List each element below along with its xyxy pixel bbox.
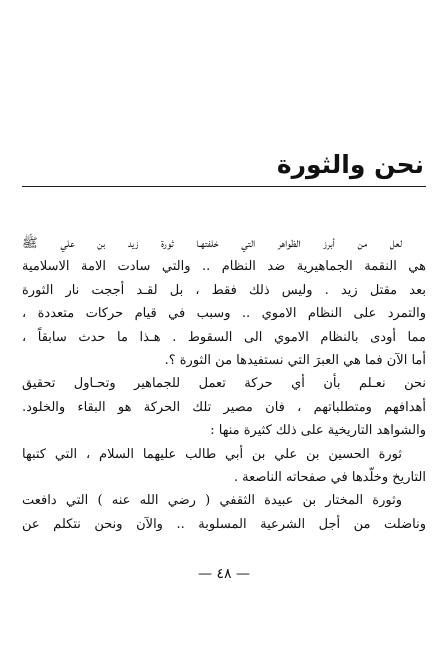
text-line: هي النقمة الجماهيرية ضد النظام .. والتي سادت الامة الاسلامية bbox=[22, 259, 426, 275]
chapter-title: نحن والثورة bbox=[276, 150, 424, 179]
text-line: مما أودى بالنظام الاموي الى السقوط . هـذا ما حدث سابقاً ، bbox=[22, 329, 426, 345]
text-line: ثورة الحسين بن علي بن أبي طالب عليهما السلام ، التي كتبها bbox=[22, 446, 402, 462]
body-text bbox=[22, 232, 426, 536]
text-line: والشواهد التاريخية على ذلك كثيرة منها : bbox=[210, 423, 426, 439]
text-line: التاريخ وخلّدها في صفحاته الناصعة . bbox=[233, 470, 426, 486]
title-underline bbox=[22, 186, 426, 187]
text-line: وثورة المختار بن عبيدة الثقفي ( رضي الله عنه ) التي دافعت bbox=[22, 493, 402, 509]
chapter-header bbox=[22, 148, 426, 187]
text-line: أما الآن فما هي العبرَ التي نستفيدها من الثورة ؟. bbox=[164, 353, 426, 369]
text-line: بعد مقتل زيد . وليس ذلك فقط ، بل لقـد أججت نار الثورة bbox=[22, 282, 426, 298]
text-line: أهدافهم ومتطلباتهم ، فان مصير تلك الحركة هو البقاء والخلود. bbox=[22, 399, 426, 415]
page-number: — ٤٨ — bbox=[198, 566, 250, 582]
text-line: لعل من أبرز الظواهر التي خلفتهـا ثورة زيد بن علي ﷺ bbox=[22, 236, 402, 251]
text-line: نحن نعـلم بأن أي حركة تعمل للجماهير وتحـاول تحقيق bbox=[22, 376, 426, 392]
text-line: والتمرد على النظام الاموي .. وسبب في قيام حركات متعددة ، bbox=[22, 306, 426, 322]
text-line: وناضلت من أجل الشرعية المسلوبة .. والآن ونحن نتكلم عن bbox=[22, 516, 426, 532]
